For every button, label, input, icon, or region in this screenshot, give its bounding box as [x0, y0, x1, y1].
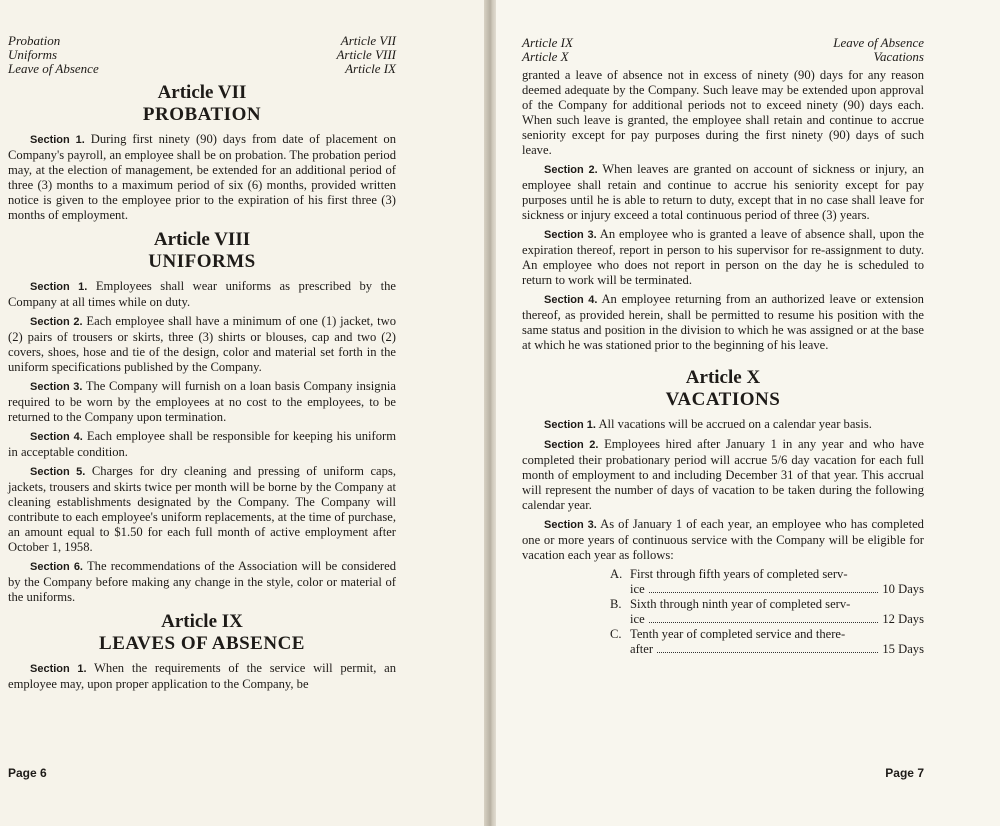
page-6 [0, 0, 488, 826]
article-title: VACATIONS [665, 389, 781, 410]
running-head-articles [336, 34, 396, 76]
running-head [8, 34, 396, 76]
page-7 [496, 0, 1000, 826]
section-text: As of January 1 of each year, an employee who has completed one or more years of continuous service with the Company will be eligible for vacation each year as follows: [522, 517, 924, 562]
article-title: UNIFORMS [148, 251, 256, 272]
running-head-topic: Vacations [873, 49, 924, 64]
schedule-letter: C. [610, 627, 622, 641]
section-text: Employees shall wear uniforms as prescribed by the Company at all times while on duty. [8, 279, 396, 309]
running-head-article: Article X [522, 49, 569, 64]
schedule-text: ice [630, 582, 645, 596]
section-paragraph [8, 464, 396, 555]
section-label: Section 6. [30, 561, 83, 573]
running-head-topic: Leave of Absence [8, 61, 99, 76]
section-text: Employees hired after January 1 in any year and who have completed their probationary period will accrue 5/6 day vacation for each full month of employment to and including December 31 of that year. This accrual will represent the number of days of vacation to be taken during the following calendar year. [522, 437, 924, 512]
dot-leader [649, 612, 879, 623]
section-text: When leaves are granted on account of sickness or injury, an employee shall retain and continue to accrue his seniority except for pay purposes until he is able to return to duty, except that in no case shall leave for sickness or injury exceed a total continuous period of three (3) years. [522, 162, 924, 222]
running-head-article: Article VII [340, 33, 396, 48]
article-heading: Article IX [161, 611, 243, 632]
section-label: Section 3. [30, 381, 83, 393]
section-text: An employee returning from an authorized leave or extension thereof, as provided herein, shall be permitted to resume his position with the same status and position in the division to which he was assigned or at the base at which he was stationed prior to the beginning of his leave. [522, 292, 924, 352]
section-paragraph [522, 517, 924, 563]
schedule-item [610, 597, 924, 627]
section-paragraph [8, 279, 396, 310]
schedule-item [610, 567, 924, 597]
running-head-article: Article IX [345, 61, 396, 76]
section-text: An employee who is granted a leave of absence shall, upon the expiration thereof, report in person to his supervisor for re-assignment to duty. An employee who does not report in person on the day he is scheduled to return to work will be terminated. [522, 227, 924, 287]
section-paragraph [522, 292, 924, 353]
schedule-days: 12 Days [882, 612, 924, 626]
section-paragraph [522, 437, 924, 513]
section-label: Section 1. [544, 419, 596, 431]
section-text: The Company will furnish on a loan basis Company insignia required to be worn by the employees at no cost to the employees, to be returned to the Company upon termination. [8, 379, 396, 424]
running-head-topic: Uniforms [8, 47, 58, 62]
page-number: Page 7 [885, 766, 924, 780]
section-text: When the requirements of the service will permit, an employee may, upon proper application to the Company, be [8, 661, 397, 691]
section-paragraph [522, 162, 924, 223]
schedule-letter: B. [610, 597, 622, 611]
section-text: Each employee shall have a minimum of one (1) jacket, two (2) pairs of trousers or skirts, three (3) shirts or blouses, cap and two (2) covers, shoes, hose and tie of the design, color and material set forth in the uniform specifications published by the Company. [8, 314, 396, 374]
running-head-topics [8, 34, 99, 76]
section-paragraph [8, 661, 396, 692]
article-heading: Article VIII [153, 229, 251, 250]
article-heading: Article X [685, 367, 761, 388]
section-label: Section 3. [544, 519, 597, 531]
schedule-item [610, 627, 924, 657]
schedule-days: 10 Days [882, 582, 924, 596]
running-head-topics [833, 36, 924, 64]
running-head-article: Article IX [522, 35, 573, 50]
section-text: All vacations will be accrued on a calendar year basis. [598, 417, 872, 431]
schedule-text: Tenth year of completed service and there- [630, 627, 846, 641]
section-label: Section 1. [30, 281, 88, 293]
schedule-days: 15 Days [882, 642, 924, 656]
section-paragraph [8, 429, 396, 460]
vacation-schedule [610, 567, 924, 657]
running-head-topic: Leave of Absence [833, 35, 924, 50]
section-label: Section 5. [30, 466, 86, 478]
continued-paragraph: granted a leave of absence not in excess of ninety (90) days for any reason deemed adequate by the Company. Such leave may be extended upon approval of the Company for additional periods not to exceed ninety (90) days each. When such leave is granted, the employee shall retain and continue to accrue seniority except for pay purposes during the first ninety (90) days of such leave. [522, 68, 924, 157]
section-paragraph [8, 559, 396, 605]
section-paragraph [8, 314, 396, 375]
section-paragraph [8, 379, 396, 425]
running-head-articles [522, 36, 573, 64]
running-head-article: Article VIII [336, 47, 396, 62]
article-title: PROBATION [142, 104, 262, 125]
article-heading: Article VII [157, 82, 247, 103]
section-label: Section 4. [30, 431, 83, 443]
section-label: Section 2. [30, 316, 83, 328]
section-text: Charges for dry cleaning and pressing of uniform caps, jackets, trousers and skirts twice per month will be borne by the Company at cleaning establishments designated by the Company. The Company will contribute to each employee's uniform replacements, at the time of purchase, an amount equal to $1.50 for each full month of active employment after October 1, 1958. [8, 464, 396, 554]
schedule-text: Sixth through ninth year of completed serv- [630, 597, 851, 611]
section-paragraph [522, 227, 924, 288]
dot-leader [657, 642, 878, 653]
section-label: Section 2. [544, 164, 598, 176]
section-label: Section 2. [544, 439, 599, 451]
section-label: Section 1. [30, 134, 85, 146]
section-text: The recommendations of the Association will be considered by the Company before making any change in the style, color or material of the uniforms. [8, 559, 396, 604]
running-head [522, 36, 924, 64]
section-paragraph [522, 417, 924, 433]
dot-leader [649, 582, 879, 593]
page-number: Page 6 [8, 766, 47, 780]
section-text: During first ninety (90) days from date of placement on Company's payroll, an employee shall be on probation. The probation period may, at the election of management, be extended for an additional period of three (3) months to a maximum period of six (6) months, provided written notice is given to the employee prior to the expiration of his first three (3) months of employment. [8, 132, 396, 222]
schedule-text: after [630, 642, 654, 656]
section-label: Section 1. [30, 663, 87, 675]
article-title: LEAVES OF ABSENCE [99, 633, 305, 654]
section-label: Section 4. [544, 294, 598, 306]
schedule-text: First through fifth years of completed serv- [630, 567, 848, 581]
schedule-letter: A. [610, 567, 623, 581]
running-head-topic: Probation [8, 33, 61, 48]
section-label: Section 3. [544, 229, 597, 241]
section-paragraph [8, 132, 396, 223]
section-text: Each employee shall be responsible for keeping his uniform in acceptable condition. [8, 429, 397, 459]
schedule-text: ice [630, 612, 645, 626]
